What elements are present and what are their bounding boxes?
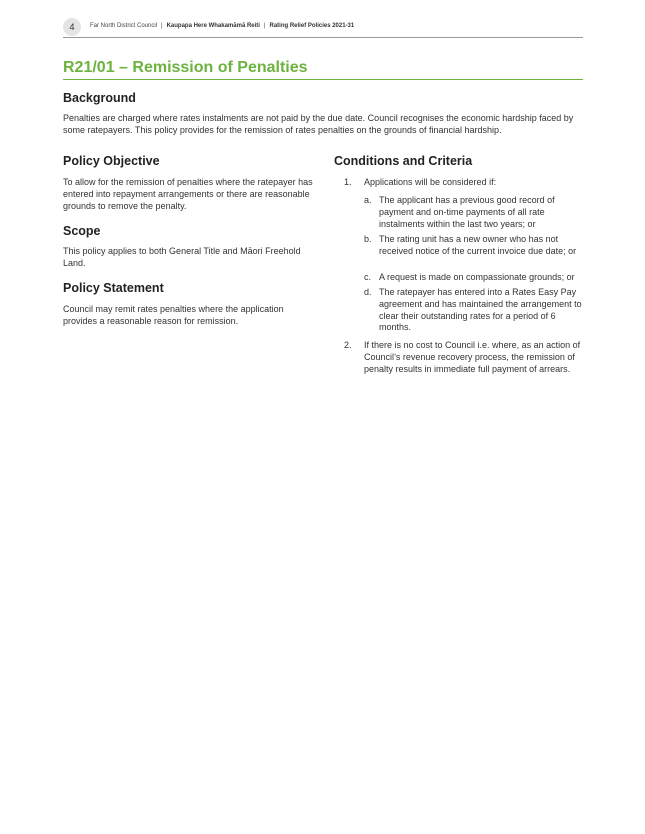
objective-text: To allow for the remission of penalties where the ratepayer has entered into repayment arrangements or there are reasonable grounds to remove the penalty. [63,177,313,211]
sub-item-letter: a. [364,195,372,205]
sub-item-letter: b. [364,234,372,244]
sub-item-letter: d. [364,287,372,297]
statement-text: Council may remit rates penalties where the application provides a reasonable reason for remission. [63,304,284,326]
list-item-text: If there is no cost to Council i.e. where, as an action of Council’s revenue recovery process, the remission of penalty results in immediate full payment of arrears. [364,340,581,374]
background-text: Penalties are charged where rates instalments are not paid by the due date. Council recognises the economic hardship faced by some ratepayers. This policy provides for the remission of rates penalties on the grounds of financial hardship. [63,113,574,135]
header-org: Far North District Council [90,23,158,29]
list-item-number: 2. [344,340,352,350]
objective-heading: Policy Objective [63,154,160,168]
sub-item-text: The rating unit has a new owner who has not received notice of the current invoice due date; or [379,234,577,256]
header-doc-subtitle: Rating Relief Policies 2021-31 [269,23,355,29]
list-item-text: Applications will be considered if: [364,177,497,187]
statement-heading: Policy Statement [63,281,164,295]
page-header [63,17,583,38]
header-doc-title: Kaupapa Here Whakamāmā Reiti [166,23,260,29]
header-text [90,21,354,31]
sub-item-text: The ratepayer has entered into a Rates Easy Pay agreement and has maintained the arrangement to clear their outstanding rates for a period of 6 months. [379,287,582,333]
sub-item-text: The applicant has a previous good record of payment and on-time payments of all rate instalments within the last two years; or [379,195,555,229]
page-title: R21/01 – Remission of Penalties [63,58,583,80]
list-item-number: 1. [344,177,352,187]
header-separator: | [263,23,266,29]
scope-heading: Scope [63,224,101,238]
scope-text: This policy applies to both General Title and Māori Freehold Land. [63,246,301,268]
header-separator: | [161,23,163,29]
page-number: 4 [63,18,81,36]
conditions-heading: Conditions and Criteria [334,154,473,168]
sub-item-letter: c. [364,272,372,282]
sub-item-text: A request is made on compassionate grounds; or [379,272,575,282]
background-heading: Background [63,91,136,105]
